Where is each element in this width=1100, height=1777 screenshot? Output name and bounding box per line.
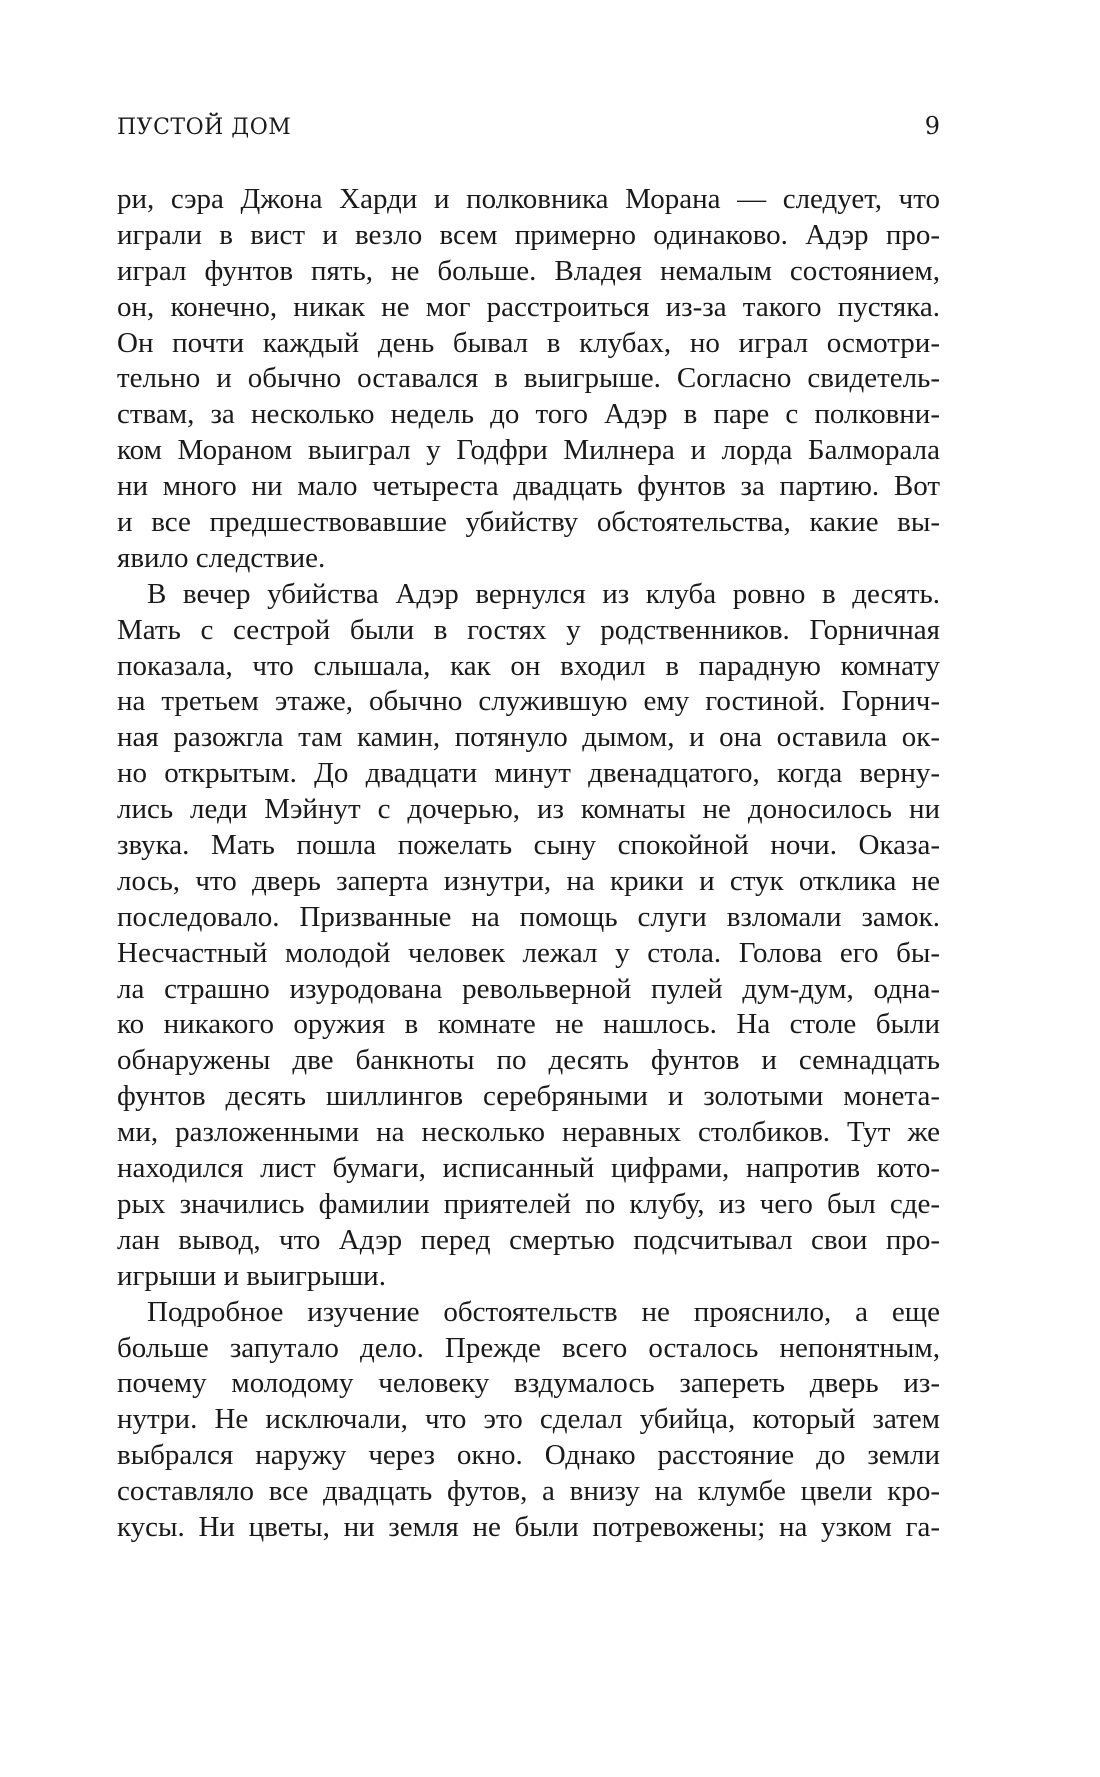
text-line: Мать с сестрой были в гостях у родственников. Горничная [117, 613, 940, 646]
text-line: ни много ни мало четыреста двадцать фунтов за партию. Вот [117, 470, 940, 503]
text-line: Подробное изучение обстоятельств не прояснило, а еще [147, 1295, 940, 1328]
text-line: но открытым. До двадцати минут двенадцатого, когда верну- [117, 757, 940, 790]
text-line: он, конечно, никак не мог расстроиться из-за такого пустяка. [117, 290, 940, 323]
text-line: В вечер убийства Адэр вернулся из клуба ровно в десять. [147, 577, 940, 610]
text-line: лось, что дверь заперта изнутри, на крики и стук отклика не [117, 864, 940, 897]
text-line: играл фунтов пять, не больше. Владея немалым состоянием, [117, 254, 940, 287]
text-line: явило следствие. [117, 541, 326, 574]
text-line: показала, что слышала, как он входил в парадную комнату [117, 649, 940, 682]
paragraph-2 [117, 577, 940, 1295]
text-line: выбрался наружу через окно. Однако расстояние до земли [117, 1439, 940, 1472]
text-line: больше запутало дело. Прежде всего осталось непонятным, [117, 1331, 940, 1364]
text-line: находился лист бумаги, исписанный цифрами, напротив кото- [117, 1152, 940, 1185]
text-line: нутри. Не исключали, что это сделал убийца, который затем [117, 1403, 940, 1436]
text-line: фунтов десять шиллингов серебряными и золотыми монета- [117, 1080, 940, 1113]
text-line: лись леди Мэйнут с дочерью, из комнаты не доносилось ни [117, 793, 940, 826]
text-line: лан вывод, что Адэр перед смертью подсчитывал свои про- [117, 1223, 940, 1256]
text-line: тельно и обычно оставался в выигрыше. Согласно свидетель- [117, 362, 940, 395]
text-line: игрыши и выигрыши. [117, 1259, 386, 1292]
text-line: играли в вист и везло всем примерно одинаково. Адэр про- [117, 218, 940, 251]
text-line: кусы. Ни цветы, ни земля не были потревожены; на узком га- [117, 1510, 940, 1543]
text-line: последовало. Призванные на помощь слуги взломали замок. [117, 900, 940, 933]
paragraph-1 [117, 182, 940, 577]
paragraph-3 [117, 1295, 940, 1546]
text-line: звука. Мать пошла пожелать сыну спокойной ночи. Оказа- [117, 829, 940, 862]
text-line: на третьем этаже, обычно служившую ему гостиной. Горнич- [117, 685, 940, 718]
page-number: 9 [924, 112, 940, 140]
running-title: ПУСТОЙ ДОМ [117, 115, 292, 140]
text-line: Несчастный молодой человек лежал у стола. Голова его бы- [117, 936, 940, 969]
text-line: ри, сэра Джона Харди и полковника Морана — следует, что [117, 183, 940, 215]
text-line: ствам, за несколько недель до того Адэр в паре с полковни- [117, 398, 940, 431]
text-line: составляло все двадцать футов, а внизу на клумбе цвели кро- [117, 1475, 940, 1508]
text-line: почему молодому человеку вздумалось запереть дверь из- [117, 1367, 940, 1400]
running-head [117, 112, 940, 152]
body-text [117, 182, 940, 1546]
text-line: рых значились фамилии приятелей по клубу, из чего был сде- [117, 1187, 940, 1220]
text-line: Он почти каждый день бывал в клубах, но играл осмотри- [117, 326, 940, 359]
text-line: и все предшествовавшие убийству обстоятельства, какие вы- [117, 506, 940, 539]
text-line: ми, разложенными на несколько неравных столбиков. Тут же [117, 1116, 940, 1149]
text-line: ная разожгла там камин, потянуло дымом, и она оставила ок- [117, 721, 940, 754]
text-line: ком Мораном выиграл у Годфри Милнера и лорда Балморала [117, 434, 940, 467]
text-line: ко никакого оружия в комнате не нашлось. На столе были [117, 1008, 940, 1041]
text-line: обнаружены две банкноты по десять фунтов и семнадцать [117, 1044, 940, 1077]
text-line: ла страшно изуродована револьверной пулей дум-дум, одна- [117, 972, 940, 1005]
